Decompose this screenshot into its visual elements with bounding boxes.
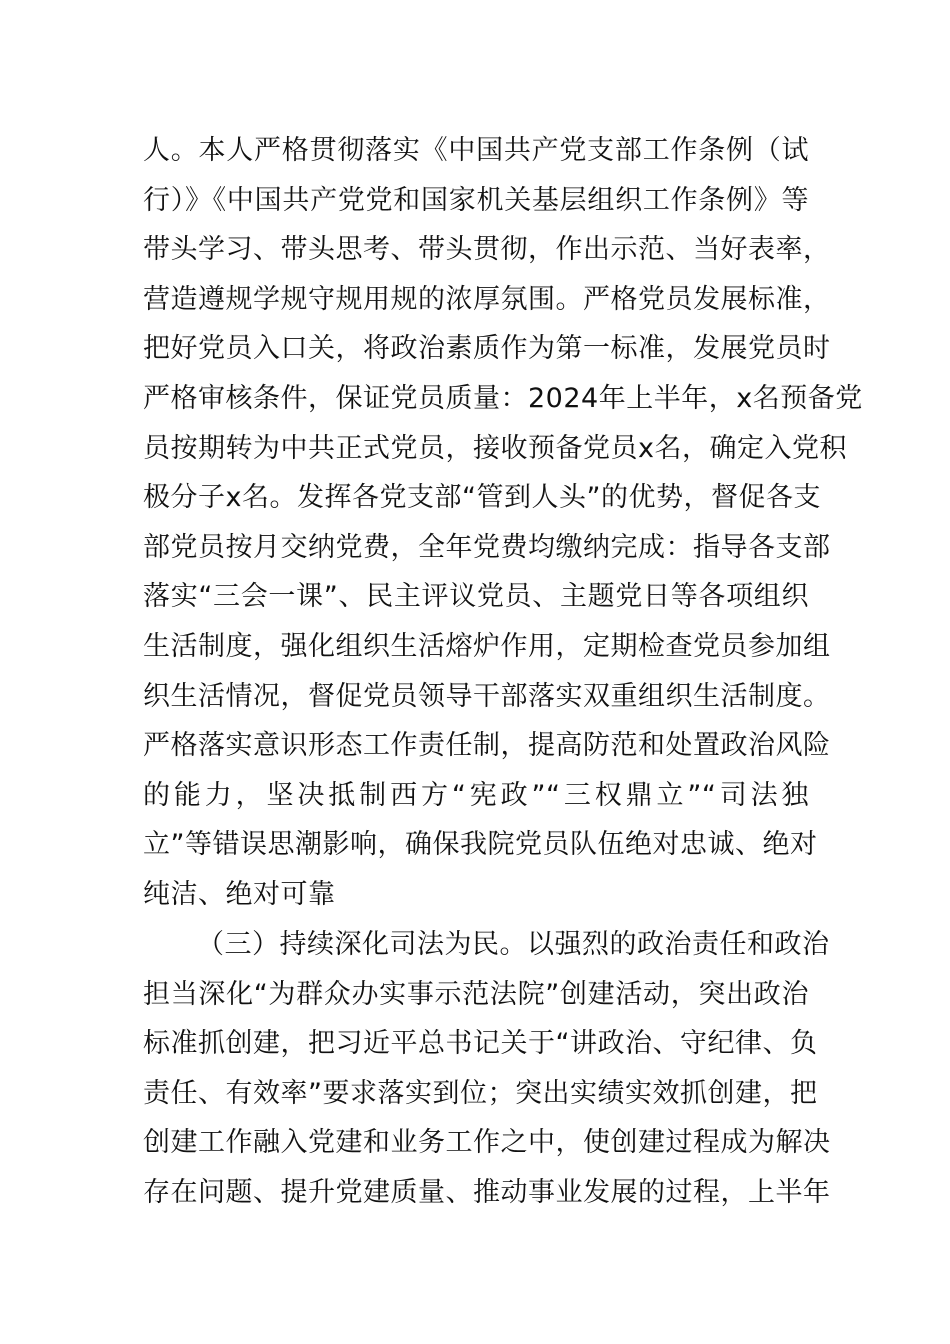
text-line: 行）》《中国共产党党和国家机关基层组织工作条例》等 <box>143 184 809 216</box>
text-line: 责任、有效率”要求落实到位；突出实绩实效抓创建，把 <box>143 1077 818 1109</box>
text-line: （三）持续深化司法为民。以强烈的政治责任和政治 <box>197 929 830 960</box>
text-line: 担当深化“为群众办实事示范法院”创建活动，突出政治 <box>143 978 809 1010</box>
text-line: 营造遵规学规守规用规的浓厚氛围。严格党员发展标准， <box>143 283 831 315</box>
text-line: 立”等错误思潮影响，确保我院党员队伍绝对忠诚、绝对 <box>143 829 818 861</box>
text-line: 部党员按月交纳党费，全年党费均缴纳完成：指导各支部 <box>143 531 831 563</box>
text-line: 把好党员入口关，将政治素质作为第一标准，发展党员时 <box>143 333 831 365</box>
text-line: 的能力，坚决抵制西方“宪政”“三权鼎立”“司法独 <box>143 779 809 811</box>
text-line: 落实“三会一课”、民主评议党员、主题党日等各项组织 <box>143 581 809 613</box>
text-line: 人。本人严格贯彻落实《中国共产党支部工作条例（试 <box>143 135 809 166</box>
text-line: 存在问题、提升党建质量、推动事业发展的过程，上半年 <box>143 1176 831 1208</box>
text-line: 标准抓创建，把习近平总书记关于“讲政治、守纪律、负 <box>143 1028 818 1060</box>
text-line: 极分子x名。发挥各党支部“管到人头”的优势，督促各支 <box>143 482 821 514</box>
text-line: 纯洁、绝对可靠 <box>143 878 336 910</box>
text-line: 织生活情况，督促党员领导干部落实双重组织生活制度。 <box>143 680 831 712</box>
text-line: 严格审核条件，保证党员质量：2024年上半年，x名预备党 <box>143 382 863 414</box>
body-paragraph <box>143 920 831 1218</box>
text-line: 生活制度，强化组织生活熔炉作用，定期检查党员参加组 <box>143 630 831 662</box>
body-paragraph <box>143 126 863 920</box>
text-line: 带头学习、带头思考、带头贯彻，作出示范、当好表率， <box>143 234 831 266</box>
text-line: 员按期转为中共正式党员，接收预备党员x名，确定入党积 <box>143 432 847 464</box>
text-line: 严格落实意识形态工作责任制，提高防范和处置政治风险 <box>143 730 831 762</box>
text-line: 创建工作融入党建和业务工作之中，使创建过程成为解决 <box>143 1127 831 1159</box>
